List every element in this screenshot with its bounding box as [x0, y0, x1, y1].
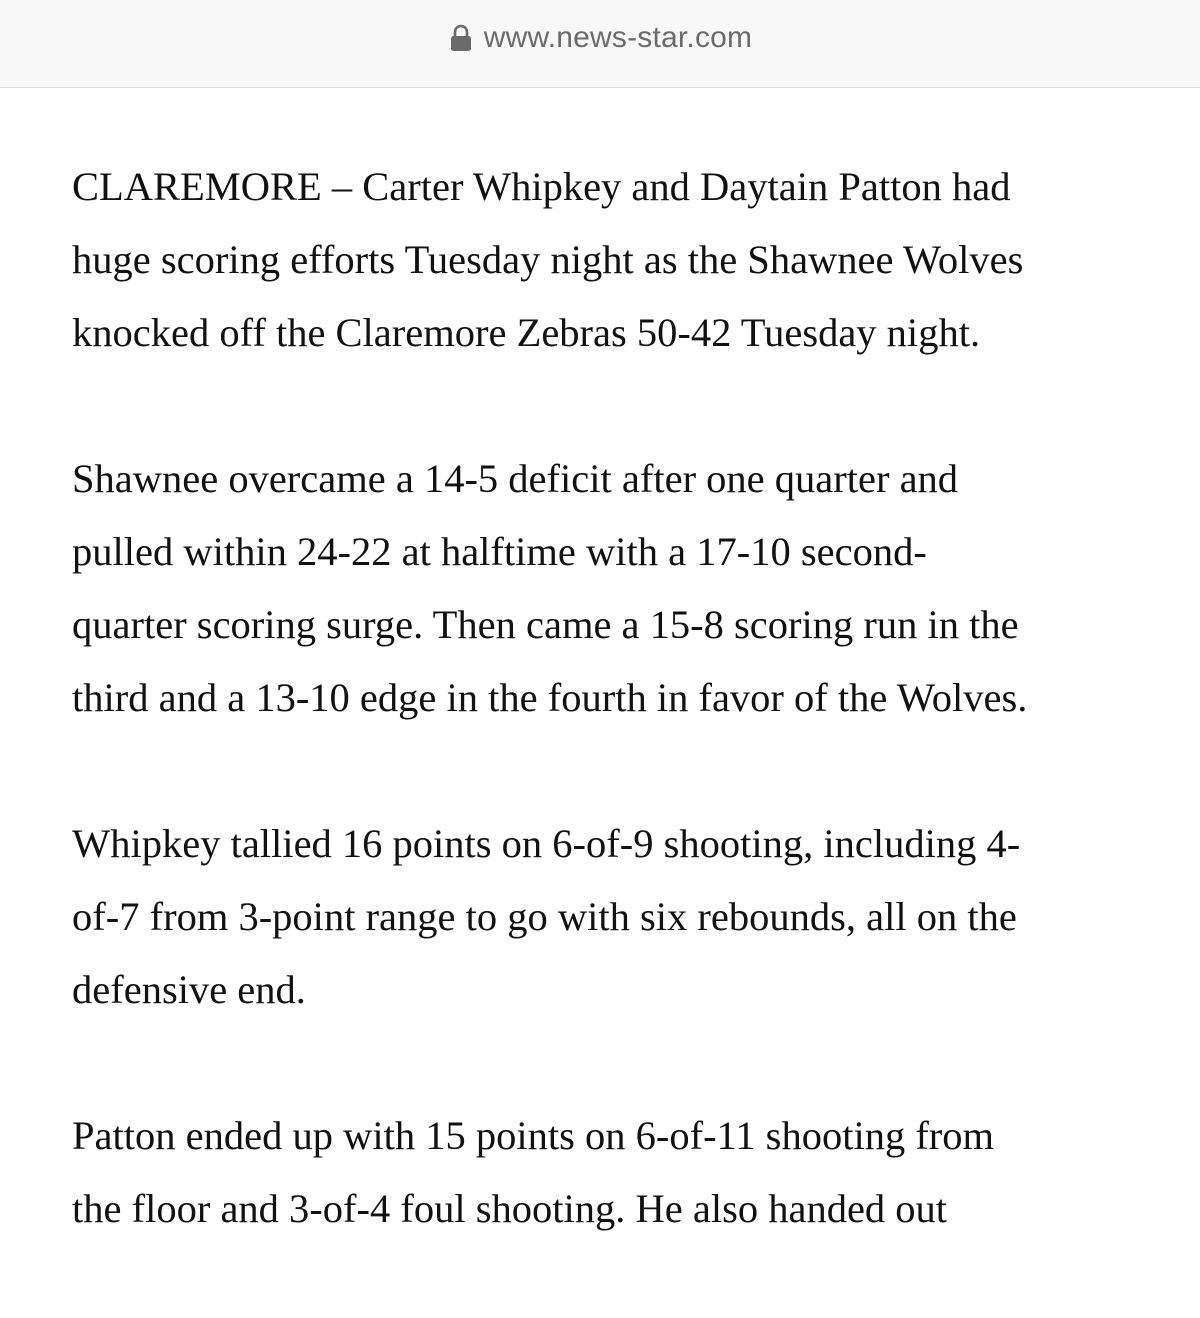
paragraph-line: Whipkey tallied 16 points on 6-of-9 shooting, including 4-: [72, 821, 1021, 866]
article-body: [72, 150, 1172, 1318]
paragraph-line: pulled within 24-22 at halftime with a 17-10 second-: [72, 529, 927, 574]
address-bar-content: [0, 20, 1200, 56]
article-paragraph: [72, 807, 1172, 1026]
address-bar[interactable]: [0, 0, 1200, 88]
article-paragraph: [72, 1099, 1172, 1245]
paragraph-line: quarter scoring surge. Then came a 15-8 scoring run in the: [72, 602, 1019, 647]
paragraph-line: the floor and 3-of-4 foul shooting. He also handed out: [72, 1186, 948, 1231]
paragraph-line: Shawnee overcame a 14-5 deficit after one quarter and: [72, 456, 959, 501]
paragraph-line: Patton ended up with 15 points on 6-of-11 shooting from: [72, 1113, 995, 1158]
article-paragraph: [72, 442, 1172, 734]
paragraph-line: CLAREMORE – Carter Whipkey and Daytain Patton had: [72, 164, 1011, 209]
paragraph-line: knocked off the Claremore Zebras 50-42 Tuesday night.: [72, 310, 981, 355]
paragraph-line: third and a 13-10 edge in the fourth in favor of the Wolves.: [72, 675, 1028, 720]
url-text[interactable]: www.news-star.com: [483, 21, 753, 54]
article-paragraph: [72, 150, 1172, 369]
paragraph-line: defensive end.: [72, 967, 306, 1012]
lock-icon: [448, 23, 474, 53]
paragraph-line: huge scoring efforts Tuesday night as the Shawnee Wolves: [72, 237, 1024, 282]
paragraph-line: of-7 from 3-point range to go with six rebounds, all on the: [72, 894, 1017, 939]
